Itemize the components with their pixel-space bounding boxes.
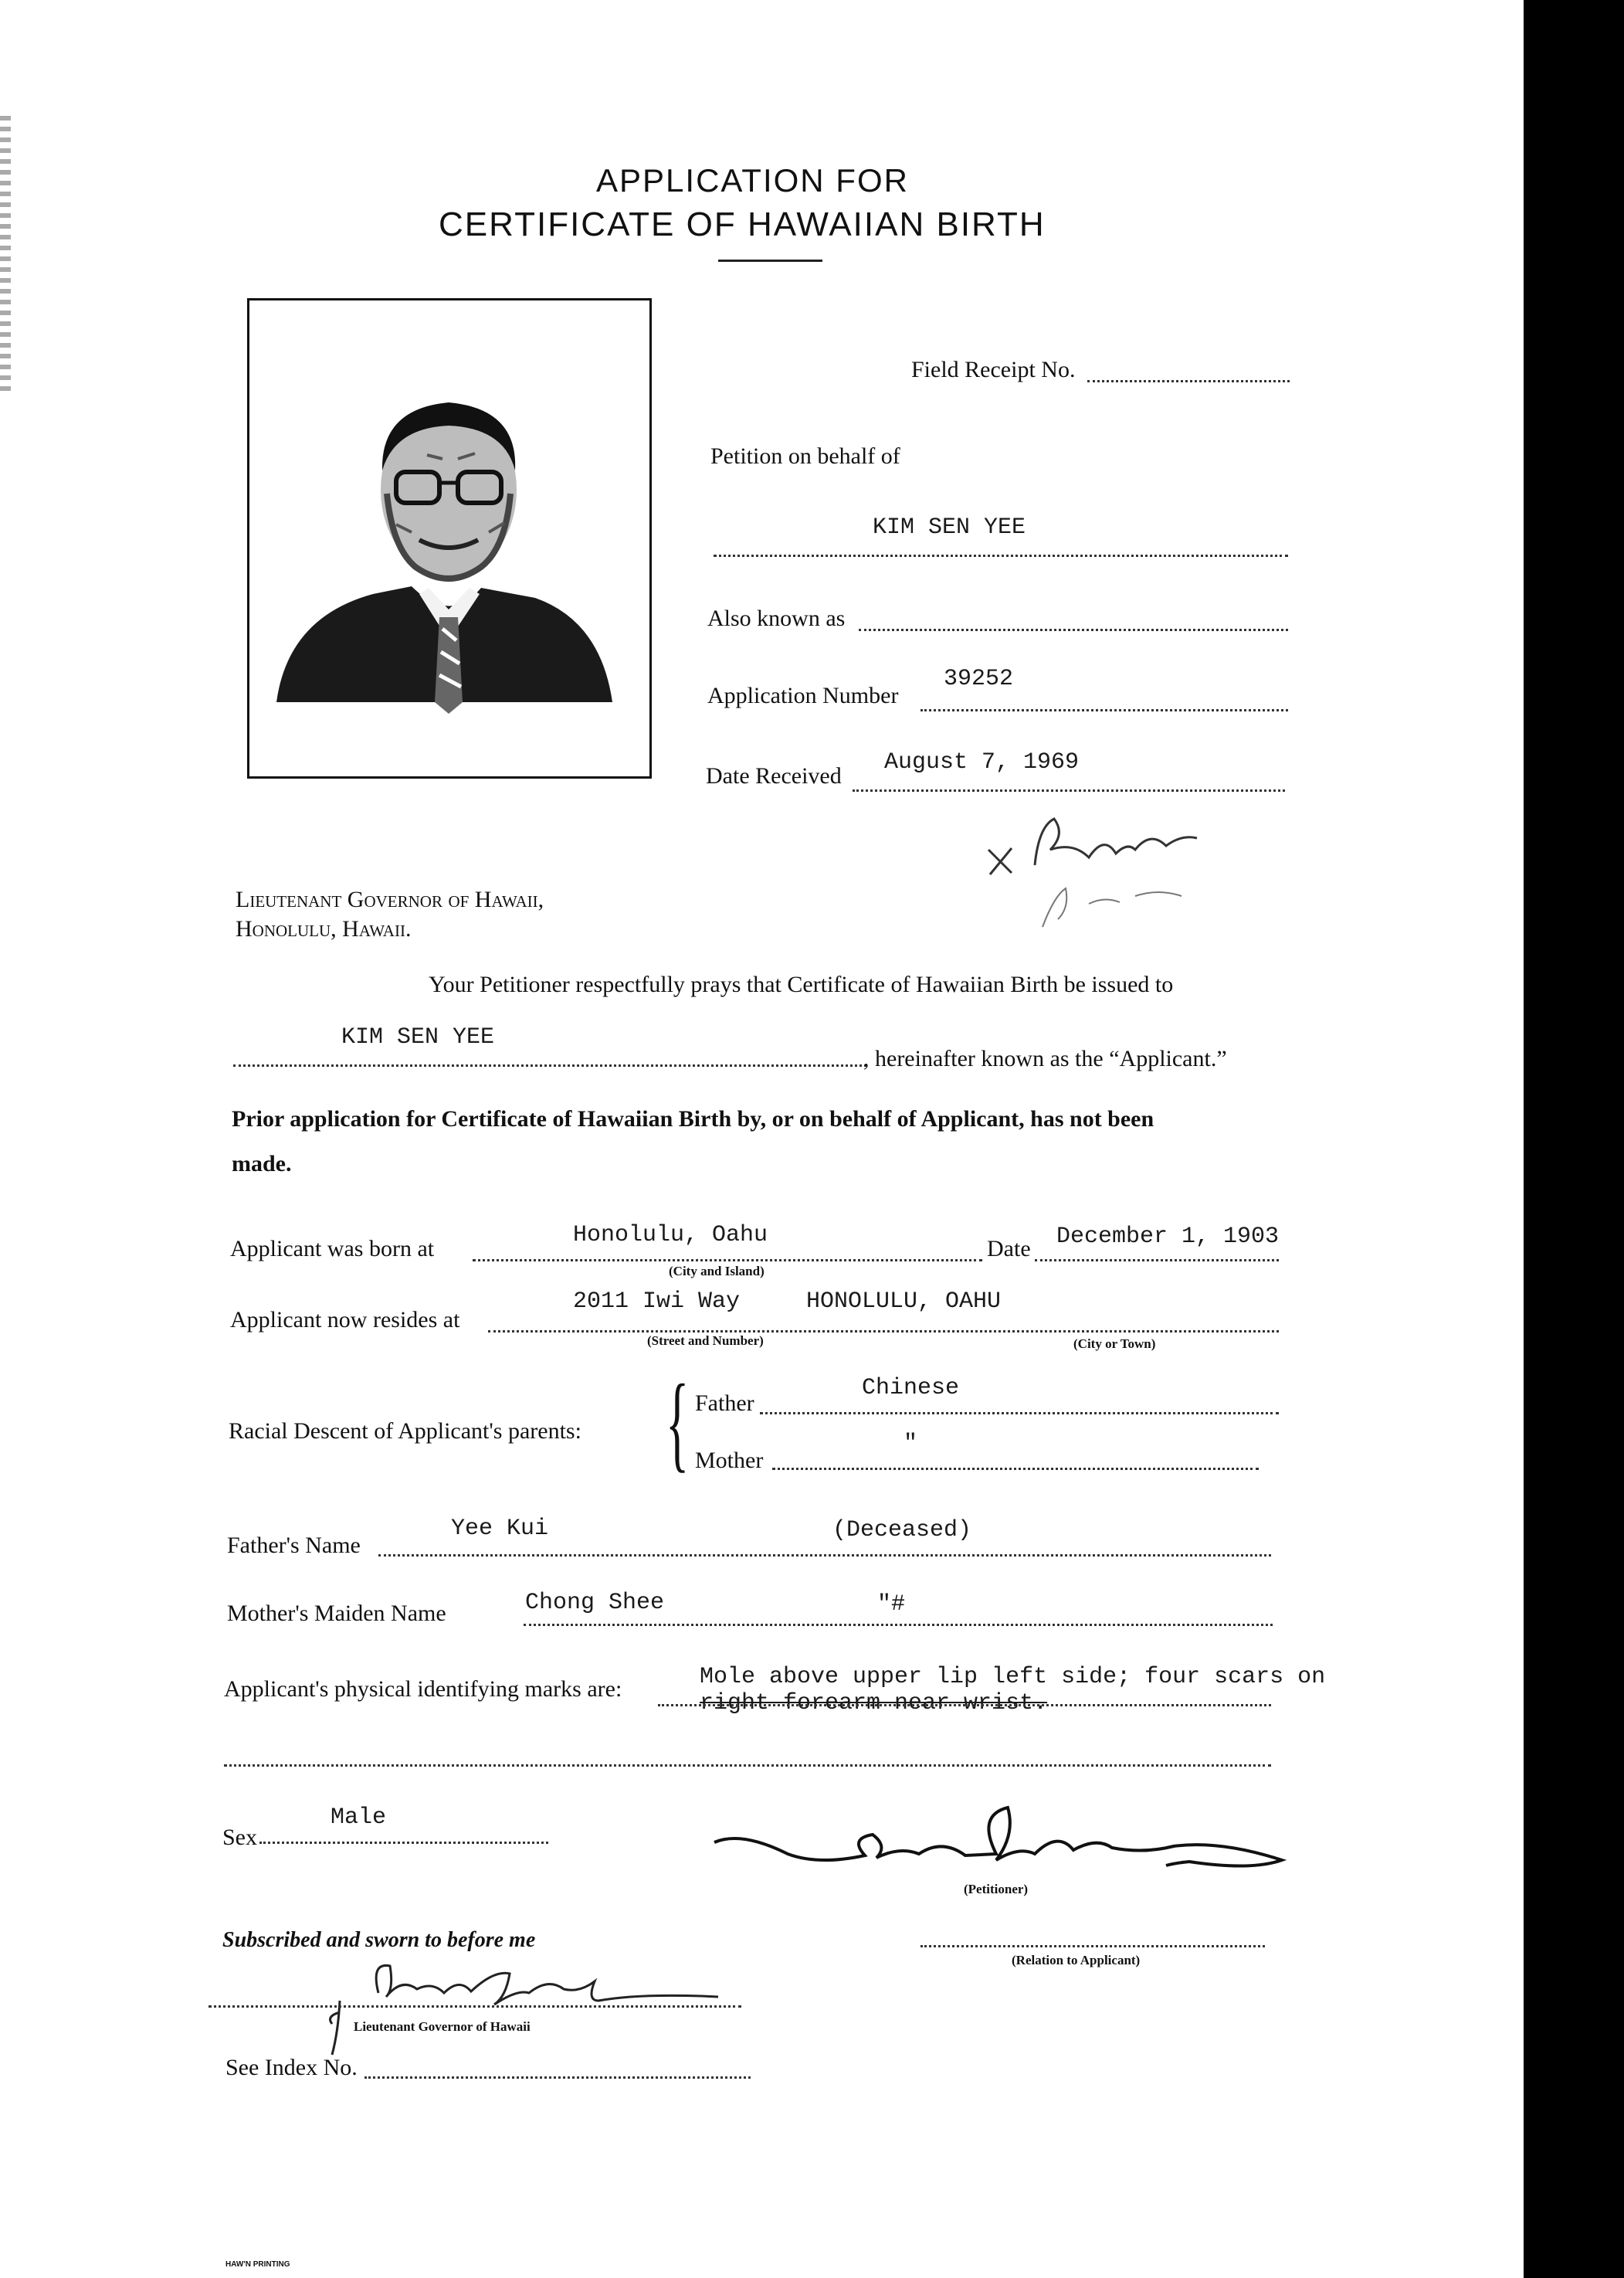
birth-date-value: December 1, 1903 — [1056, 1224, 1280, 1250]
sworn-text: Subscribed and sworn to before me — [222, 1928, 536, 1952]
birth-date-line — [1035, 1259, 1279, 1261]
prior-application-line1: Prior application for Certificate of Hawaiian Birth by, or on behalf of Applicant, has not been — [232, 1106, 1154, 1132]
scan-dark-margin — [1524, 0, 1624, 2278]
mother-name-label: Mother's Maiden Name — [227, 1601, 446, 1626]
lt-governor-signature — [317, 1947, 734, 2062]
identifying-marks-line2: right forearm near wrist. — [700, 1690, 1048, 1716]
birth-place-value: Honolulu, Oahu — [573, 1222, 768, 1248]
field-receipt-line — [1087, 380, 1290, 382]
petition-name-value: KIM SEN YEE — [873, 514, 1026, 541]
born-at-label: Applicant was born at — [230, 1236, 435, 1261]
applicant-photo — [247, 298, 652, 779]
form-title-line1: APPLICATION FOR — [596, 162, 909, 199]
addressee-line1: Lieutenant Governor of Hawaii, — [236, 887, 544, 912]
father-race-line — [760, 1412, 1279, 1414]
identifying-marks-line — [658, 1704, 1271, 1706]
petitioner-signature — [710, 1800, 1297, 1885]
mother-race-label: Mother — [695, 1448, 764, 1473]
applicant-portrait-image — [249, 300, 649, 776]
city-caption: (City or Town) — [1073, 1336, 1156, 1351]
mother-status-value: "# — [877, 1591, 906, 1618]
prayer-text: Your Petitioner respectfully prays that Certificate of Hawaiian Birth be issued to — [429, 972, 1174, 997]
index-line — [364, 2076, 751, 2079]
lt-governor-caption: Lieutenant Governor of Hawaii — [354, 2019, 531, 2034]
father-race-label: Father — [695, 1390, 754, 1416]
applicant-name-line — [233, 1064, 866, 1067]
father-name-line — [378, 1554, 1271, 1557]
street-caption: (Street and Number) — [647, 1333, 764, 1348]
father-name-value: Yee Kui — [451, 1516, 549, 1542]
index-label: See Index No. — [225, 2055, 358, 2080]
addressee-line2: Honolulu, Hawaii. — [236, 916, 412, 942]
relation-caption: (Relation to Applicant) — [1012, 1953, 1141, 1967]
identifying-marks-label: Applicant's physical identifying marks are: — [224, 1676, 622, 1702]
date-received-value: August 7, 1969 — [884, 749, 1080, 776]
birth-place-line — [473, 1259, 982, 1261]
petition-name-line — [714, 555, 1288, 557]
application-number-value: 39252 — [944, 666, 1014, 692]
sex-value: Male — [331, 1804, 387, 1831]
applicant-name-value: KIM SEN YEE — [341, 1024, 495, 1051]
racial-brace: { — [666, 1363, 690, 1482]
petition-label: Petition on behalf of — [710, 443, 900, 469]
form-title-line2: CERTIFICATE OF HAWAIIAN BIRTH — [439, 205, 1046, 243]
mother-race-line — [772, 1468, 1259, 1470]
scan-edge-mark — [0, 116, 11, 394]
birth-date-label: Date — [987, 1236, 1031, 1261]
lt-governor-line — [209, 2005, 741, 2008]
handwritten-initials — [981, 803, 1243, 935]
aka-label: Also known as — [707, 606, 846, 631]
title-rule — [718, 260, 822, 262]
application-number-label: Application Number — [707, 683, 899, 708]
prior-application-line2: made. — [232, 1151, 292, 1176]
aka-line — [859, 629, 1288, 631]
identifying-marks-line1: Mole above upper lip left side; four scars on — [700, 1664, 1326, 1690]
mother-name-value: Chong Shee — [525, 1590, 665, 1616]
mother-name-line — [524, 1624, 1273, 1626]
sex-label: Sex — [222, 1825, 257, 1850]
father-race-value: Chinese — [862, 1375, 960, 1401]
date-received-line — [853, 789, 1285, 792]
residence-street-value: 2011 Iwi Way — [573, 1288, 741, 1315]
father-status-value: (Deceased) — [832, 1517, 972, 1543]
applicant-suffix: , hereinafter known as the “Applicant.” — [863, 1046, 1227, 1071]
date-received-label: Date Received — [706, 763, 842, 789]
mother-race-value: " — [904, 1431, 918, 1457]
field-receipt-label: Field Receipt No. — [911, 357, 1076, 382]
father-name-label: Father's Name — [227, 1533, 361, 1558]
residence-line — [488, 1330, 1279, 1333]
sex-line — [259, 1842, 548, 1844]
application-number-line — [920, 709, 1288, 711]
residence-city-value: HONOLULU, OAHU — [806, 1288, 1002, 1315]
printer-mark: HAW'N PRINTING — [225, 2260, 290, 2269]
resides-at-label: Applicant now resides at — [230, 1307, 460, 1333]
city-island-caption: (City and Island) — [669, 1264, 765, 1278]
relation-line — [920, 1945, 1265, 1947]
petitioner-caption: (Petitioner) — [964, 1882, 1029, 1896]
racial-descent-label: Racial Descent of Applicant's parents: — [229, 1418, 581, 1444]
identifying-marks-line-2 — [224, 1764, 1271, 1767]
